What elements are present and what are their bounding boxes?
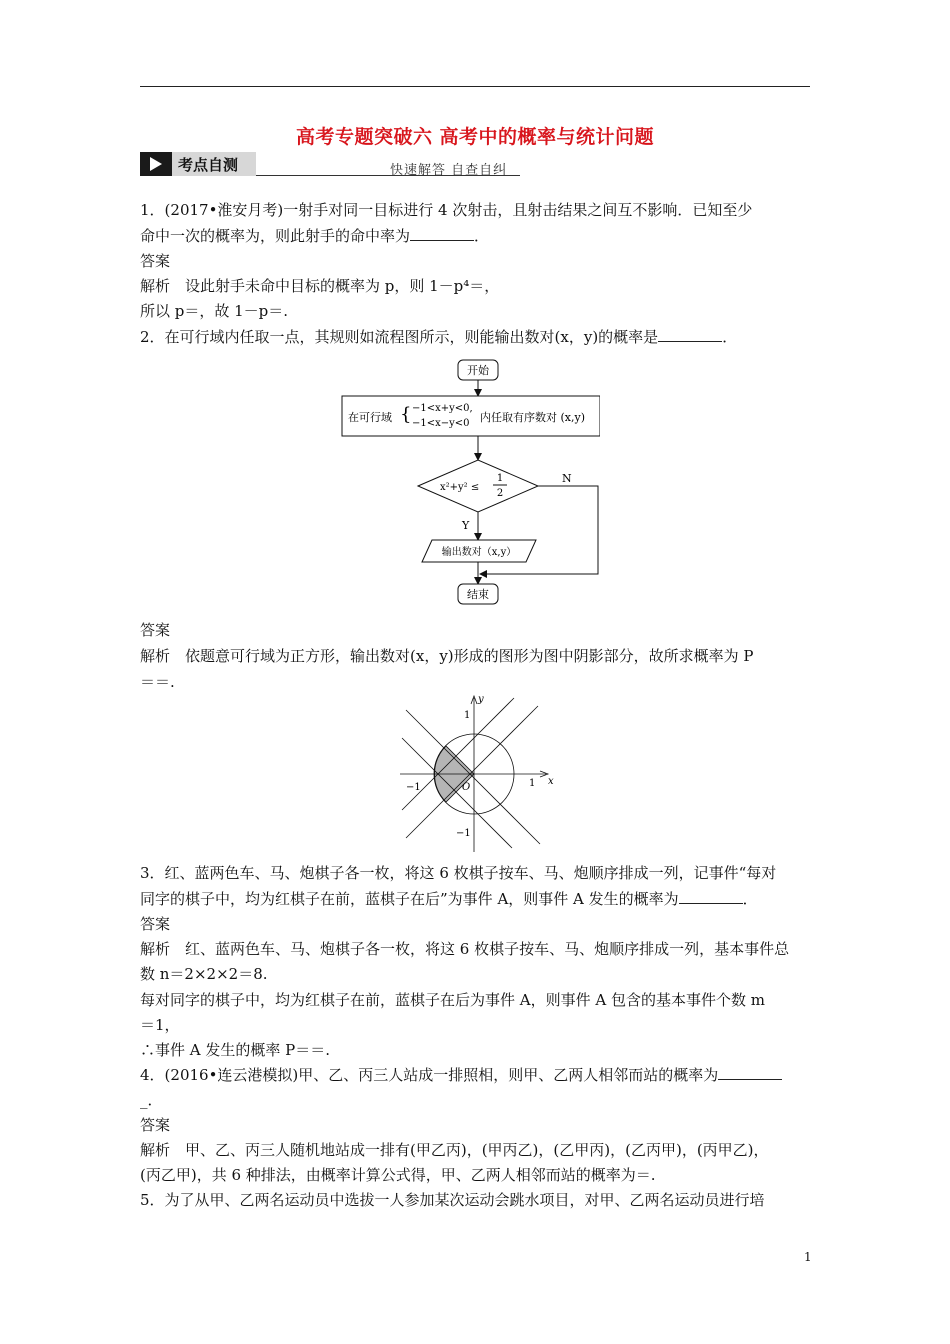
origin-label: O (462, 782, 471, 793)
q2-answer-blank (658, 326, 722, 342)
tick-label-y-neg1: −1 (456, 828, 471, 839)
flow-end-label: 结束 (467, 588, 489, 601)
top-rule (140, 86, 810, 87)
tick-label-y-1: 1 (464, 710, 471, 721)
q2-line-1-end: ． (722, 328, 738, 346)
q3-solution-3: 每对同字的棋子中，均为红棋子在前，蓝棋子在后为事件 A，则事件 A 包含的基本事件个数 m (140, 991, 765, 1009)
q1-line-2 (140, 225, 489, 247)
q5-line-1: 5．为了从甲、乙两名运动员中选拔一人参加某次运动会跳水项目，对甲、乙两名运动员进行培 (140, 1191, 765, 1209)
q3-line-2 (140, 888, 758, 910)
line-x-plus-y (406, 706, 538, 838)
q4-line-2: _． (140, 1091, 163, 1109)
flow-process-prefix: 在可行域 (348, 411, 392, 424)
section-arrow-box (140, 152, 172, 176)
section-label: 考点自测 (178, 156, 239, 174)
y-axis-label: y (478, 694, 484, 705)
flow-decision-left: x²+y² ≤ (440, 482, 480, 493)
q1-solution-1: 解析 设此射手未命中目标的概率为 p，则 1－p⁴＝， (140, 277, 500, 295)
q2-solution-1: 解析 依题意可行域为正方形，输出数对(x，y)形成的图形为图中阴影部分，故所求概率为 P (140, 647, 754, 665)
q4-answer-label: 答案 (140, 1116, 171, 1134)
flowchart (340, 358, 600, 608)
q3-solution-5: ∴事件 A 发生的概率 P＝＝. (140, 1041, 330, 1059)
q1-solution-2: 所以 p＝，故 1－p＝. (140, 302, 289, 320)
q4-answer-blank (718, 1064, 782, 1080)
q1-line-2-end: ． (474, 227, 490, 245)
page-number: 1 (804, 1250, 812, 1264)
q1-line-2-text: 命中一次的概率为，则此射手的命中率为 (140, 227, 411, 245)
flow-output-label: 输出数对（x,y） (441, 547, 517, 558)
q3-answer-label: 答案 (140, 915, 171, 933)
q4-line-1 (140, 1064, 782, 1086)
q3-answer-blank (679, 888, 743, 904)
flow-brace: { (400, 404, 412, 425)
q3-solution-2: 数 n＝2×2×2＝8. (140, 965, 268, 983)
line-x-minus-y (406, 710, 540, 844)
q2-line-1 (140, 326, 737, 348)
tick-label-x-1: 1 (529, 778, 536, 789)
q4-solution-1: 解析 甲、乙、丙三人随机地站成一排有(甲乙丙)，(甲丙乙)，(乙甲丙)，(乙丙甲)，(丙甲乙)， (140, 1141, 769, 1159)
q1-answer-blank (410, 225, 474, 241)
region-graph (398, 688, 558, 856)
x-axis-label: x (548, 776, 554, 787)
q3-solution-1: 解析 红、蓝两色车、马、炮棋子各一枚，将这 6 枚棋子按车、马、炮顺序排成一列，基本事件总 (140, 940, 790, 958)
flow-decision-denominator: 2 (496, 488, 504, 499)
q3-line-1: 3．红、蓝两色车、马、炮棋子各一枚，将这 6 枚棋子按车、马、炮顺序排成一列，记事件“每对 (140, 864, 777, 882)
flow-no-label: N (562, 472, 572, 485)
flow-process-suffix: 内任取有序数对 (x,y) (480, 411, 585, 424)
flow-yes-label: Y (462, 519, 470, 532)
page-title: 高考专题突破六 高考中的概率与统计问题 (295, 126, 655, 148)
line-x-plus-y-plus-1 (402, 698, 514, 810)
q2-line-1-text: 2．在可行域内任取一点，其规则如流程图所示，则能输出数对(x，y)的概率是 (140, 328, 659, 346)
q2-answer-label: 答案 (140, 621, 171, 639)
flow-condition-2: −1<x−y<0 (412, 418, 470, 429)
tick-label-x-neg1: −1 (406, 782, 421, 793)
section-subtitle: 快速解答 自查自纠 (390, 163, 508, 178)
flow-start-label: 开始 (467, 364, 489, 377)
q3-line-2-end: ． (742, 890, 758, 908)
q3-line-2-text: 同字的棋子中，均为红棋子在前，蓝棋子在后”为事件 A，则事件 A 发生的概率为 (140, 890, 679, 908)
q4-line-1-text: 4．(2016•连云港模拟)甲、乙、丙三人站成一排照相，则甲、乙两人相邻而站的概率为 (140, 1066, 719, 1084)
q3-solution-4: ＝1， (140, 1016, 180, 1034)
q2-solution-2: ＝＝. (140, 673, 175, 691)
flow-condition-1: −1<x+y<0, (412, 403, 473, 414)
flow-decision-numerator: 1 (496, 473, 504, 484)
q1-answer-label: 答案 (140, 252, 171, 270)
play-arrow-icon (150, 157, 162, 171)
q4-solution-2: (丙乙甲)，共 6 种排法，由概率计算公式得，甲、乙两人相邻而站的概率为＝. (140, 1166, 656, 1184)
q1-line-1: 1．(2017•淮安月考)一射手对同一目标进行 4 次射击，且射击结果之间互不影响．已知至少 (140, 201, 753, 219)
